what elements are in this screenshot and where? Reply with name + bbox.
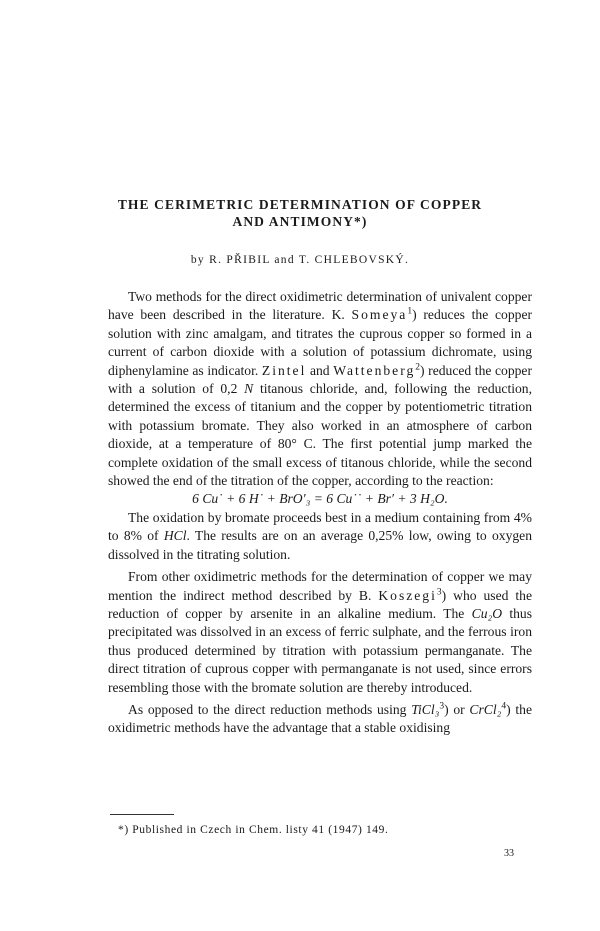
- p1-text-g: ) reduced the copper with a solution of 0,2: [108, 362, 532, 397]
- p3-text-e: thus precipitated was dissolved in an excess of ferric sulphate, and the ferrous iron thus produced determined by titration with potassium permanganate. The direct titration of cuprous copper with permanganate is not used, since errors resembling those with the bromate solution are thereby introduced.: [108, 605, 532, 695]
- author-byline: by R. PŘIBIL and T. CHLEBOVSKÝ.: [190, 254, 410, 266]
- paragraph-2: [108, 509, 532, 564]
- reaction-equation: 6 Cu˙ + 6 H˙ + BrO′₃ = 6 Cu˙˙ + Br′ + 3 H₂O.: [192, 491, 448, 507]
- article-title-line-2: AND ANTIMONY*): [232, 214, 368, 229]
- p4-text-c: ) or: [444, 701, 470, 717]
- cu2o-formula: Cu₂O: [471, 605, 503, 621]
- ref-3b: 3: [439, 701, 445, 712]
- article-body: [108, 288, 532, 738]
- p2-text-a: The oxidation by bromate proceeds best in a medium containing from 4% to 8% of: [108, 509, 532, 544]
- author-koszegi: Koszegi: [378, 587, 437, 603]
- ticl3-formula: TiCl₃: [411, 701, 440, 717]
- p1-text-a: Two methods for the direct oxidimetric determination of univalent copper have been described in the literature. K.: [108, 289, 532, 323]
- normality-n: N: [244, 381, 254, 397]
- p1-text-i: titanous chloride, and, following the reduction, determined the excess of titanium and the copper by potentiometric titration with potassium bromate. They also worked in an atmosphere of carbon dioxide, at a temperature of 80° C. The first potential jump marked the complete oxidation of the small excess of titanous chloride, while the second showed the end of the titration of the copper, according to the reaction:: [108, 381, 532, 489]
- p4-text-a: As opposed to the direct reduction methods using: [128, 701, 412, 717]
- paragraph-4: [108, 701, 532, 738]
- ref-4: 4: [501, 701, 507, 712]
- hcl-formula: HCl: [163, 528, 187, 544]
- author-zintel: Zintel: [261, 362, 307, 378]
- p2-text-c: . The results are on an average 0,25% low, owing to oxygen dissolved in the titrating solution.: [108, 528, 533, 562]
- author-someya: Someya: [351, 307, 408, 323]
- article-title-line-1: THE CERIMETRIC DETERMINATION OF COPPER: [117, 197, 483, 212]
- ref-3: 3: [436, 586, 442, 597]
- p4-text-e: ) the oxidimetric methods have the advantage that a stable oxidising: [108, 701, 532, 736]
- p1-text-e: and: [306, 362, 334, 378]
- footnote-rule: [110, 814, 174, 815]
- p1-text-c: ) reduces the copper solution with zinc amalgam, and titrates the cuprous copper so formed in a current of carbon dioxide with a solution of potassium dichromate, using diphenylamine as indicator.: [108, 307, 532, 378]
- footnote: *) Published in Czech in Chem. listy 41 (1947) 149.: [118, 824, 389, 836]
- crcl2-formula: CrCl₂: [469, 701, 502, 717]
- paragraph-3: [108, 568, 532, 697]
- author-wattenberg: Wattenberg: [333, 362, 416, 378]
- paragraph-1: [108, 288, 532, 490]
- ref-1: 1: [407, 306, 413, 317]
- p3-text-a: From other oxidimetric methods for the determination of copper we may mention the indirect method described by B.: [108, 569, 532, 603]
- page-number: 33: [504, 848, 514, 859]
- ref-2: 2: [415, 362, 421, 373]
- p3-text-c: ) who used the reduction of copper by arsenite in an alkaline medium. The: [108, 587, 532, 621]
